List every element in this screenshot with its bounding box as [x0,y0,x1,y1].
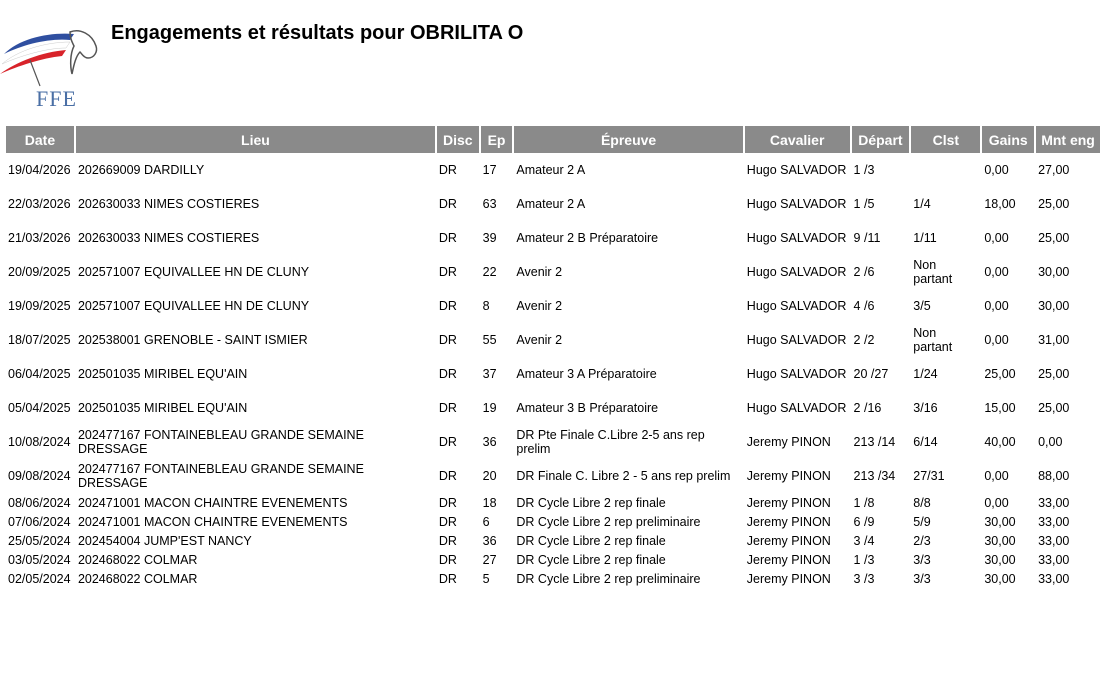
cell-mnt: 30,00 [1038,299,1070,313]
cell-depart: 213 /14 [853,435,896,449]
cell-gains: 0,00 [984,469,1009,483]
cell-epreuve: Amateur 2 A [516,163,586,177]
col-gains: Gains [982,126,1034,153]
cell-date: 10/08/2024 [8,435,71,449]
cell-gains: 30,00 [984,533,1016,548]
cell-depart: 1 /5 [853,197,875,211]
cell-disc: DR [438,401,457,415]
cell-cavalier: Jeremy PINON [746,533,831,548]
cell-gains: 30,00 [984,571,1016,586]
cell-depart: 20 /27 [853,367,889,381]
cell-lieu: 202538001 GRENOBLE - SAINT ISMIER [77,333,308,347]
cell-epreuve: DR Cycle Libre 2 rep finale [516,552,666,567]
cell-disc: DR [438,163,457,177]
cell-epreuve: Amateur 2 A [516,197,586,211]
cell-cavalier: Jeremy PINON [746,514,831,529]
cell-disc: DR [438,265,457,279]
cell-gains: 40,00 [984,435,1016,449]
table-row [6,425,1100,459]
cell-epreuve: DR Cycle Libre 2 rep finale [516,495,666,510]
cell-disc: DR [438,495,457,510]
cell-gains: 30,00 [984,552,1016,567]
cell-depart: 1 /3 [853,163,875,177]
cell-lieu: 202630033 NIMES COSTIERES [77,231,260,245]
cell-epreuve: Amateur 3 A Préparatoire [516,367,657,381]
cell-cavalier: Hugo SALVADOR [746,231,847,245]
cell-mnt: 33,00 [1038,571,1070,586]
cell-date: 21/03/2026 [8,231,71,245]
cell-clst: Non partant [913,258,953,286]
cell-ep: 6 [482,514,490,529]
cell-date: 09/08/2024 [8,469,71,483]
cell-cavalier: Jeremy PINON [746,571,831,586]
cell-disc: DR [438,552,457,567]
cell-clst: 6/14 [913,435,938,449]
cell-depart: 2 /6 [853,265,875,279]
cell-cavalier: Jeremy PINON [746,435,831,449]
cell-lieu: 202501035 MIRIBEL EQU'AIN [77,401,248,415]
cell-date: 19/09/2025 [8,299,71,313]
cell-disc: DR [438,435,457,449]
cell-lieu: 202571007 EQUIVALLEE HN DE CLUNY [77,299,310,313]
cell-cavalier: Hugo SALVADOR [746,299,847,313]
cell-disc: DR [438,333,457,347]
cell-date: 03/05/2024 [8,552,71,567]
cell-date: 05/04/2025 [8,401,71,415]
cell-mnt: 25,00 [1038,367,1070,381]
cell-gains: 25,00 [984,367,1016,381]
cell-depart: 3 /4 [853,533,875,548]
cell-ep: 18 [482,495,497,510]
cell-epreuve: Amateur 2 B Préparatoire [516,231,659,245]
cell-epreuve: Amateur 3 B Préparatoire [516,401,659,415]
cell-lieu: 202454004 JUMP'EST NANCY [77,533,252,548]
table-row [6,221,1100,255]
cell-disc: DR [438,571,457,586]
cell-depart: 4 /6 [853,299,875,313]
cell-ep: 55 [482,333,497,347]
table-row [6,391,1100,425]
cell-gains: 0,00 [984,163,1009,177]
cell-clst: 8/8 [913,495,931,510]
cell-disc: DR [438,469,457,483]
ffe-logo [0,24,104,111]
cell-date: 08/06/2024 [8,495,71,510]
cell-lieu: 202471001 MACON CHAINTRE EVENEMENTS [77,514,348,529]
col-epreuve: Épreuve [514,126,742,153]
cell-mnt: 33,00 [1038,495,1070,510]
col-clst: Clst [911,126,980,153]
cell-depart: 2 /16 [853,401,882,415]
cell-ep: 17 [482,163,497,177]
cell-ep: 63 [482,197,497,211]
cell-epreuve: Avenir 2 [516,333,563,347]
cell-mnt: 88,00 [1038,469,1070,483]
cell-cavalier: Hugo SALVADOR [746,367,847,381]
table-row [6,569,1100,588]
cell-lieu: 202471001 MACON CHAINTRE EVENEMENTS [77,495,348,510]
cell-ep: 37 [482,367,497,381]
cell-epreuve: Avenir 2 [516,265,563,279]
cell-clst: 27/31 [913,469,945,483]
cell-lieu: 202571007 EQUIVALLEE HN DE CLUNY [77,265,310,279]
horse-head-icon [0,24,104,92]
cell-ep: 39 [482,231,497,245]
cell-mnt: 31,00 [1038,333,1070,347]
page-header [0,0,1102,120]
cell-ep: 19 [482,401,497,415]
cell-disc: DR [438,299,457,313]
cell-depart: 1 /8 [853,495,875,510]
page-title: Engagements et résultats pour OBRILITA O [111,22,524,44]
cell-depart: 1 /3 [853,552,875,567]
cell-date: 07/06/2024 [8,514,71,529]
cell-epreuve: DR Cycle Libre 2 rep preliminaire [516,514,701,529]
cell-date: 02/05/2024 [8,571,71,586]
cell-clst: 1/4 [913,197,931,211]
col-date: Date [6,126,74,153]
col-depart: Départ [852,126,910,153]
table-row [6,512,1100,531]
cell-date: 25/05/2024 [8,533,71,548]
col-disc: Disc [437,126,479,153]
cell-date: 06/04/2025 [8,367,71,381]
cell-clst [911,153,980,187]
cell-mnt: 25,00 [1038,197,1070,211]
table-row [6,550,1100,569]
cell-epreuve: DR Finale C. Libre 2 - 5 ans rep prelim [516,469,731,483]
cell-date: 19/04/2026 [8,163,71,177]
cell-cavalier: Hugo SALVADOR [746,265,847,279]
cell-cavalier: Jeremy PINON [746,469,831,483]
cell-lieu: 202468022 COLMAR [77,552,198,567]
cell-disc: DR [438,533,457,548]
cell-ep: 5 [482,571,490,586]
cell-depart: 2 /2 [853,333,875,347]
cell-clst: 3/16 [913,401,938,415]
cell-lieu: 202630033 NIMES COSTIERES [77,197,260,211]
cell-lieu: 202477167 FONTAINEBLEAU GRANDE SEMAINE DRESSAGE [77,428,364,456]
cell-mnt: 0,00 [1038,435,1063,449]
cell-ep: 36 [482,533,497,548]
cell-cavalier: Hugo SALVADOR [746,163,847,177]
cell-gains: 0,00 [984,265,1009,279]
cell-date: 18/07/2025 [8,333,71,347]
col-cavalier: Cavalier [745,126,850,153]
cell-depart: 3 /3 [853,571,875,586]
cell-disc: DR [438,514,457,529]
cell-lieu: 202501035 MIRIBEL EQU'AIN [77,367,248,381]
cell-mnt: 33,00 [1038,552,1070,567]
cell-gains: 0,00 [984,495,1009,510]
table-row [6,289,1100,323]
cell-date: 20/09/2025 [8,265,71,279]
cell-gains: 18,00 [984,197,1016,211]
cell-date: 22/03/2026 [8,197,71,211]
cell-clst: 2/3 [913,533,931,548]
cell-disc: DR [438,231,457,245]
cell-ep: 27 [482,552,497,567]
table-row [6,323,1100,357]
col-mnt-eng: Mnt eng [1036,126,1100,153]
cell-mnt: 30,00 [1038,265,1070,279]
cell-cavalier: Jeremy PINON [746,552,831,567]
col-ep: Ep [481,126,513,153]
logo-text: FFE [36,86,77,111]
cell-epreuve: DR Cycle Libre 2 rep preliminaire [516,571,701,586]
cell-mnt: 27,00 [1038,163,1070,177]
cell-lieu: 202477167 FONTAINEBLEAU GRANDE SEMAINE DRESSAGE [77,462,364,490]
cell-clst: 1/24 [913,367,938,381]
cell-gains: 15,00 [984,401,1016,415]
cell-depart: 9 /11 [853,231,881,245]
cell-gains: 30,00 [984,514,1016,529]
cell-cavalier: Hugo SALVADOR [746,197,847,211]
table-row [6,531,1100,550]
cell-depart: 213 /34 [853,469,896,483]
table-row [6,153,1100,187]
cell-cavalier: Hugo SALVADOR [746,401,847,415]
table-row [6,357,1100,391]
cell-clst: 5/9 [913,514,931,529]
cell-ep: 20 [482,469,497,483]
cell-cavalier: Hugo SALVADOR [746,333,847,347]
table-row [6,459,1100,493]
cell-lieu: 202468022 COLMAR [77,571,198,586]
cell-clst: Non partant [913,326,953,354]
cell-gains: 0,00 [984,333,1009,347]
table-header-row [6,126,1100,153]
cell-clst: 3/3 [913,571,931,586]
cell-clst: 1/11 [913,231,937,245]
table-row [6,187,1100,221]
results-table [4,126,1102,588]
cell-gains: 0,00 [984,299,1009,313]
cell-disc: DR [438,197,457,211]
cell-mnt: 25,00 [1038,401,1070,415]
cell-epreuve: DR Pte Finale C.Libre 2-5 ans rep prelim [516,428,705,456]
table-row [6,493,1100,512]
table-row [6,255,1100,289]
cell-mnt: 33,00 [1038,514,1070,529]
cell-mnt: 25,00 [1038,231,1070,245]
cell-clst: 3/3 [913,552,931,567]
cell-epreuve: DR Cycle Libre 2 rep finale [516,533,666,548]
cell-ep: 36 [482,435,497,449]
cell-ep: 8 [482,299,490,313]
cell-depart: 6 /9 [853,514,875,529]
cell-clst: 3/5 [913,299,931,313]
cell-epreuve: Avenir 2 [516,299,563,313]
cell-gains: 0,00 [984,231,1009,245]
col-lieu: Lieu [76,126,435,153]
cell-ep: 22 [482,265,497,279]
cell-cavalier: Jeremy PINON [746,495,831,510]
cell-mnt: 33,00 [1038,533,1070,548]
cell-lieu: 202669009 DARDILLY [77,163,205,177]
cell-disc: DR [438,367,457,381]
